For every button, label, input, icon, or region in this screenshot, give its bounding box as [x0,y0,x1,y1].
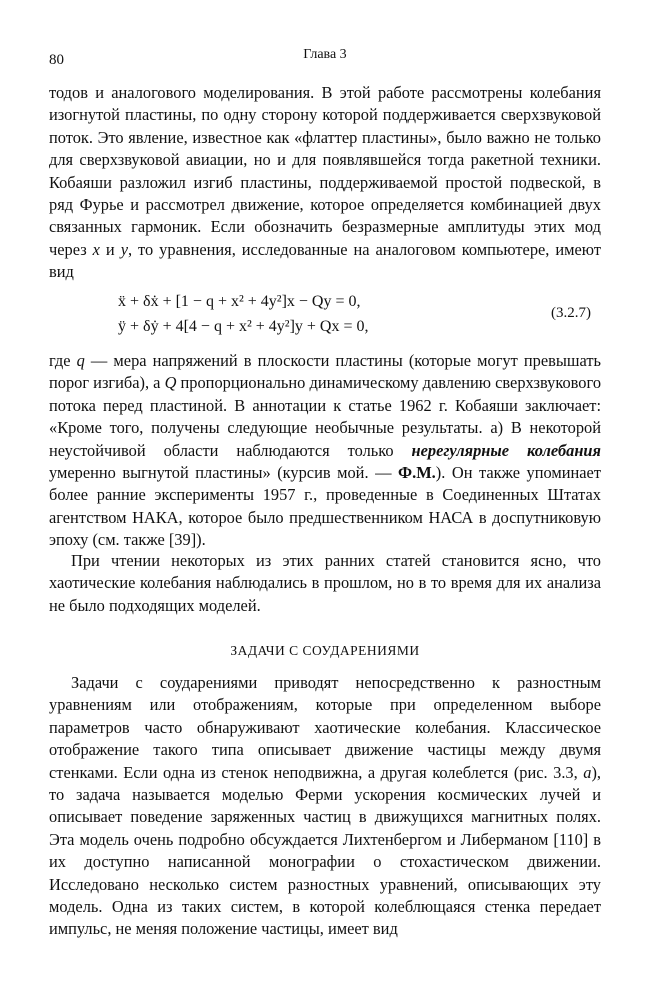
equation-line-1: ẍ + δẋ + [1 − q + x² + 4y²]x − Qy = 0, [118,293,361,310]
paragraph-equation-explanation [49,350,601,552]
variable-Q: Q [164,373,177,393]
paragraph-text: — мера напряжений в плоскости пластины (которые могут превышать порог изгиба), а [49,351,601,393]
paragraph-kobayashi-intro [49,82,601,284]
paragraph-text: где [49,351,77,370]
conjunction-text: и [99,239,121,259]
paragraph-text: Задачи с соударениями приводят непосредственно к разностным уравнениям или отображениям, которые при определенном выборе параметров часто обнаруживают хаотические колебания. Классическое отображение такого типа описывает движение частицы между двумя стенками. Если одна из стенок неподвижна, а другая колеблется (рис. 3.3, [49,673,601,782]
variable-q: q [76,351,85,370]
figure-label: а [583,762,592,782]
author-initials: Ф.М. [398,463,436,483]
paragraph-impact-problems [49,672,601,941]
paragraph-text: ), то задача называется моделью Ферми ускорения космических лучей и описывает поведение заряженных частиц в движущихся магнитных полях. Эта модель очень подробно обсуждается Лихтенбергом и Либерманом [110] в их доступно написанной монографии о стохастическом движении. Исследовано несколько систем разностных уравнений, описывающих эту модель. Одна из таких систем, в которой колеблющаяся стенка передает импульс, не меняя положение частицы, имеет вид [49,762,601,939]
equation-line-2: ÿ + δẏ + 4[4 − q + x² + 4y²]y + Qx = 0, [118,318,369,335]
variable-y: y [120,239,128,259]
paragraph-text: тодов и аналогового моделирования. В этой работе рассмотрены колебания изогнутой пластины, по одну сторону которой поддерживается сверхзвуковой поток. Это явление, известное как «флаттер пластины», было важно не только для сверхзвуковой авиации, но и для появлявшейся тогда ракетной техники. Кобаяши разложил изгиб пластины, поддерживаемой простой подвеской, в ряд Фурье и рассмотрел движение, которое определяется комбинацией двух связанных гармоник. Если обозначить безразмерные амплитуды этих мод через [49,83,601,259]
section-heading: ЗАДАЧИ С СОУДАРЕНИЯМИ [230,643,420,658]
page-number: 80 [49,52,64,68]
running-head-chapter: Глава 3 [303,47,347,62]
paragraph-text: пропорционально динамическому давлению сверхзвукового потока перед пластиной. В аннотации к статье 1962 г. Кобаяши заключает: «Кроме того, получены следующие необычные результаты. а) В некоторой неустойчивой области наблюдаются только [49,373,602,460]
variable-x: x [92,239,100,259]
paragraph-text: , то уравнения, исследованные на аналоговом компьютере, имеют вид [49,239,601,282]
paragraph-text: умеренно выгнутой пластины» (курсив мой. — [49,463,399,483]
paragraph-text: ). Он также упоминает более ранние эксперименты 1957 г., проведенные в Соединенных Штатах агентством НАКА, которое было предшественником НАСА в доспутниковую эпоху (см. также [39]). [49,463,601,550]
emphasized-phrase: нерегулярные колебания [411,440,601,460]
equation-number: (3.2.7) [551,305,591,321]
paragraph-text: При чтении некоторых из этих ранних статей становится ясно, что хаотические колебания наблюдались в прошлом, но в то время для их анализа не было подходящих моделей. [49,551,601,615]
paragraph-early-papers [49,550,601,617]
